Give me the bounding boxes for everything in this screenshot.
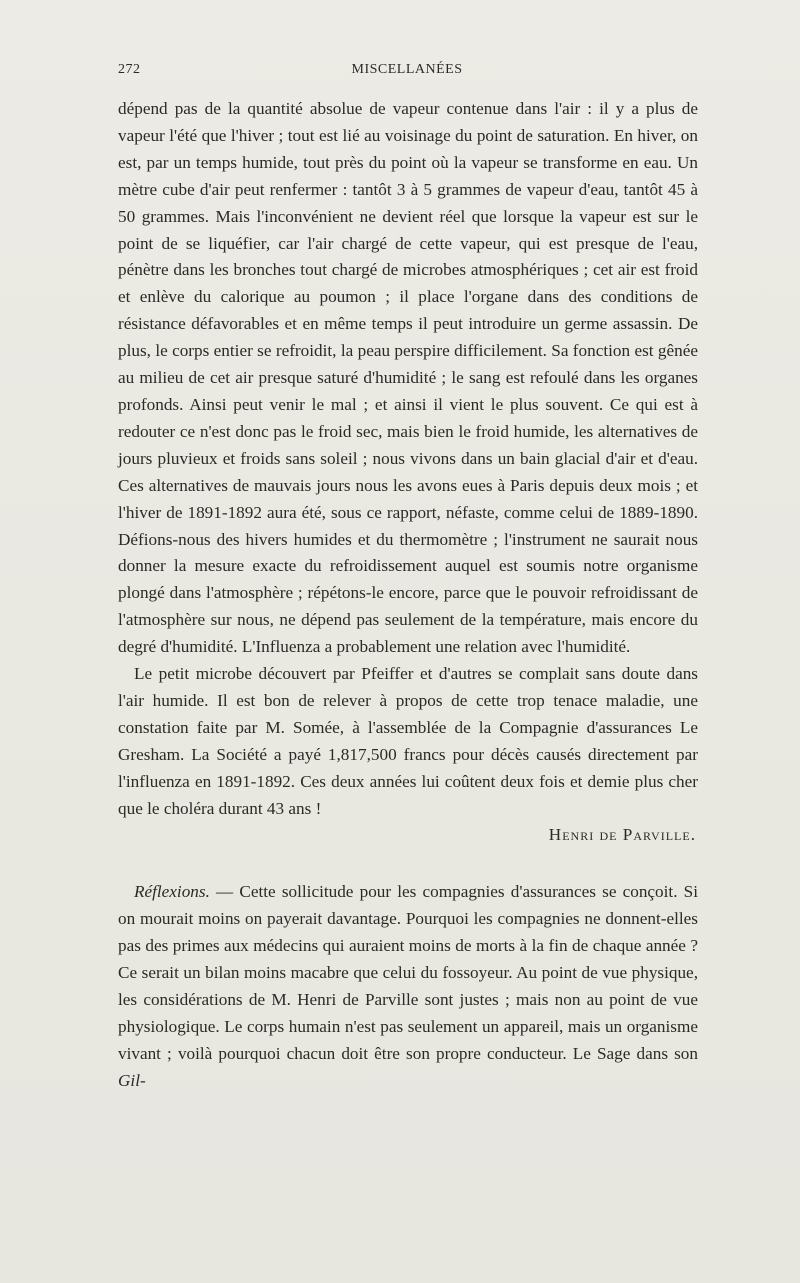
paragraph-humidity: dépend pas de la quantité absolue de vapeur contenue dans l'air : il y a plus de vapeur l'été que l'hiver ; tout est lié au voisinage du point de saturation. En hiver, on est, par un temps humide, tout près du point où la vapeur se transforme en eau. Un mètre cube d'air peut renfermer : tantôt 3 à 5 grammes de vapeur d'eau, tantôt 45 à 50 grammes. Mais l'inconvénient ne devient réel que lorsque la vapeur est sur le point de se liquéfier, car l'air chargé de cette vapeur, qui est presque de l'eau, pénètre dans les bronches tout chargé de microbes atmosphériques ; cet air est froid et enlève du calorique au poumon ; il place l'organe dans des conditions de résistance défavorables et en même temps il peut introduire un germe assassin. De plus, le corps entier se refroidit, la peau perspire difficilement. Sa fonction est gênée au milieu de cet air presque saturé d'humidité ; le sang est refoulé dans les organes profonds. Ainsi peut venir le mal ; et ainsi il vient le plus souvent. Ce qui est à redouter ce n'est donc pas le froid sec, mais bien le froid humide, les alternatives de jours pluvieux et froids sans soleil ; nous vivons dans un bain glacial d'air et d'eau. Ces alternatives de mauvais jours nous les avons eues à Paris depuis deux mois ; et l'hiver de 1891-1892 aura été, sous ce rapport, néfaste, comme celui de 1889-1890. Défions-nous des hivers humides et du thermomètre ; l'instrument ne saurait nous donner la mesure exacte du refroidissement auquel est soumis notre organisme plongé dans l'atmosphère ; répétons-le encore, parce que le pouvoir refroidissant de l'atmosphère sur nous, ne dépend pas seulement de la température, mais encore du degré d'humidité. L'Influenza a probablement une relation avec l'humidité. [118,99,698,657]
author-signature: Henri de Parville. [548,825,696,845]
running-head: MISCELLANÉES [351,62,463,77]
paragraph-reflexions [118,879,698,1094]
reflexions-trailing-italic: Gil- [118,1070,146,1090]
page-number: 272 [118,62,141,77]
section-gap [118,849,698,879]
page-header [118,62,696,86]
paragraph-microbe: Le petit microbe découvert par Pfeiffer et d'autres se complait sans doute dans l'air humide. Il est bon de relever à propos de cette trop tenace maladie, une constation faite par M. Somée, à l'assemblée de la Compagnie d'assurances Le Gresham. La Société a payé 1,817,500 francs pour décès causés directement par l'influenza en 1891-1892. Ces deux années lui coûtent deux fois et demie plus cher que le choléra durant 43 ans ! [118,664,698,818]
reflexions-label: Réflexions. [134,882,210,902]
page-body [118,96,698,1095]
reflexions-text: — Cette sollicitude pour les compagnies d'assurances se conçoit. Si on mourait moins on payerait davantage. Pourquoi les compagnies ne donnent-elles pas des primes aux médecins qui auraient moins de morts à la fin de chaque année ? Ce serait un bilan moins macabre que celui du fossoyeur. Au point de vue physique, les considérations de M. Henri de Parville sont justes ; mais non au point de vue physiologique. Le corps humain n'est pas seulement un appareil, mais un organisme vivant ; voilà pourquoi chacun doit être son propre conducteur. Le Sage dans son [118,882,698,1063]
